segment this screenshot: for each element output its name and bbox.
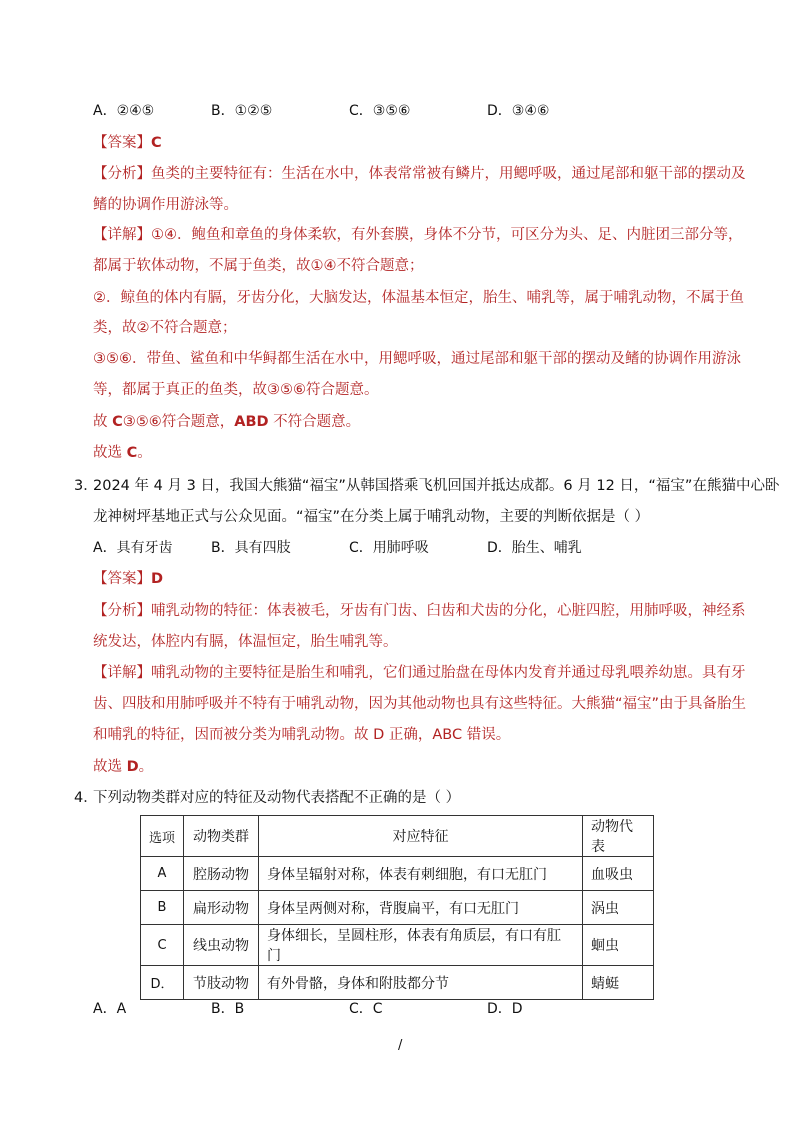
- table-row: [141, 891, 654, 925]
- q2-analysis-line-2: 鳍的协调作用游泳等。: [93, 197, 238, 213]
- cell-group: 腔肠动物: [184, 857, 259, 891]
- q4-table: [140, 815, 654, 1000]
- choice-prefix: 故选: [93, 445, 127, 461]
- choice-value: D: [126, 759, 139, 775]
- q3-detail-line-2: 齿、四肢和用肺呼吸并不特有于哺乳动物，因为其他动物也具有这些特征。大熊猫“福宝”由于具备胎生: [93, 696, 747, 712]
- cell-feature: 有外骨骼，身体和附肢都分节: [259, 966, 583, 1000]
- answer-tag: 【答案】: [93, 571, 151, 587]
- detail-tag: 【详解】: [93, 665, 151, 681]
- q4-option-d: D．D: [487, 1001, 523, 1017]
- header-option: 选项: [141, 816, 184, 857]
- q3-choice: [93, 757, 153, 777]
- page-footer: /: [398, 1038, 403, 1053]
- q2-detail-line-1: [93, 225, 743, 245]
- table-row: [141, 857, 654, 891]
- q2-option-c: C．③⑤⑥: [349, 103, 411, 119]
- q2-answer: [93, 133, 162, 153]
- q3-analysis-line-1: [93, 601, 746, 621]
- table-row: [141, 966, 654, 1000]
- q3-answer: [93, 569, 163, 589]
- analysis-tag: 【分析】: [93, 603, 151, 619]
- q2-option-b: B．①②⑤: [211, 103, 273, 119]
- q2-option-a: A．②④⑤: [93, 103, 155, 119]
- q2-analysis-line-1: [93, 164, 746, 184]
- cell-group: 线虫动物: [184, 925, 259, 966]
- cell-group: 扁形动物: [184, 891, 259, 925]
- q3-option-a: A．具有牙齿: [93, 540, 173, 556]
- cell-representative: 血吸虫: [583, 857, 654, 891]
- table-header-row: [141, 816, 654, 857]
- q2-detail-line-2: 都属于软体动物，不属于鱼类，故①④不符合题意；: [93, 258, 424, 274]
- q2-choice: [93, 443, 152, 463]
- q3-detail-line-1: [93, 663, 746, 683]
- cell-feature: 身体呈辐射对称，体表有刺细胞，有口无肛门: [259, 857, 583, 891]
- answer-value: C: [151, 135, 162, 151]
- cell-feature: 身体呈两侧对称，背腹扁平，有口无肛门: [259, 891, 583, 925]
- q4-option-a: A．A: [93, 1001, 127, 1017]
- q3-option-d: D．胎生、哺乳: [487, 540, 582, 556]
- header-group: 动物类群: [184, 816, 259, 857]
- conclusion-mid: ③⑤⑥符合题意，: [122, 414, 235, 430]
- analysis-text: 哺乳动物的特征：体表被毛，牙齿有门齿、臼齿和犬齿的分化，心脏四腔，用肺呼吸，神经系: [151, 603, 746, 619]
- conclusion-prefix: 故: [93, 414, 113, 430]
- detail-text: ①④．鲍鱼和章鱼的身体柔软，有外套膜，身体不分节，可区分为头、足、内脏团三部分等，: [151, 227, 743, 243]
- q4-option-b: B．B: [211, 1001, 245, 1017]
- q4-stem: 下列动物类群对应的特征及动物代表搭配不正确的是（ ）: [93, 790, 461, 806]
- cell-option: C: [141, 925, 184, 966]
- answer-tag: 【答案】: [93, 135, 151, 151]
- q3-number: 3．: [74, 478, 98, 494]
- q3-stem-line-1: 2024 年 4 月 3 日，我国大熊猫“福宝”从韩国搭乘飞机回国并抵达成都。6 月 12 日，“福宝”在熊猫中心卧: [93, 478, 780, 494]
- choice-suffix: 。: [138, 759, 154, 775]
- table-row: [141, 925, 654, 966]
- cell-option: D．: [141, 966, 184, 1000]
- q3-analysis-line-2: 统发达，体腔内有膈，体温恒定，胎生哺乳等。: [93, 634, 398, 650]
- q4-option-c: C．C: [349, 1001, 383, 1017]
- cell-representative: 涡虫: [583, 891, 654, 925]
- q2-conclusion: [93, 412, 360, 432]
- conclusion-abd: ABD: [234, 414, 269, 430]
- q3-detail-line-3: 和哺乳的特征，因而被分类为哺乳动物。故 D 正确，ABC 错误。: [93, 727, 511, 743]
- choice-suffix: 。: [137, 445, 152, 461]
- answer-value: D: [151, 571, 164, 587]
- q2-option-d: D．③④⑥: [487, 103, 550, 119]
- cell-option: A: [141, 857, 184, 891]
- q3-option-c: C．用肺呼吸: [349, 540, 429, 556]
- choice-value: C: [126, 445, 138, 461]
- header-feature: 对应特征: [259, 816, 583, 857]
- cell-representative: 蜻蜓: [583, 966, 654, 1000]
- cell-group: 节肢动物: [184, 966, 259, 1000]
- choice-prefix: 故选: [93, 759, 127, 775]
- cell-option: B: [141, 891, 184, 925]
- q3-option-b: B．具有四肢: [211, 540, 291, 556]
- q2-detail-line-3: ②．鲸鱼的体内有膈，牙齿分化，大脑发达，体温基本恒定，胎生、哺乳等，属于哺乳动物，不属于鱼: [93, 290, 744, 306]
- header-representative: 动物代表: [583, 816, 654, 857]
- detail-tag: 【详解】: [93, 227, 151, 243]
- conclusion-c: C: [112, 414, 123, 430]
- analysis-tag: 【分析】: [93, 166, 151, 182]
- q2-detail-line-6: 等，都属于真正的鱼类，故③⑤⑥符合题意。: [93, 382, 379, 398]
- conclusion-suffix: 不符合题意。: [268, 414, 361, 430]
- q2-detail-line-4: 类，故②不符合题意；: [93, 320, 237, 336]
- cell-feature: 身体细长，呈圆柱形，体表有角质层，有口有肛门: [259, 925, 583, 966]
- q3-stem-line-2: 龙神树坪基地正式与公众见面。“福宝”在分类上属于哺乳动物，主要的判断依据是（ ）: [93, 509, 650, 525]
- analysis-text: 鱼类的主要特征有：生活在水中，体表常常被有鳞片，用鳃呼吸，通过尾部和躯干部的摆动及: [151, 166, 746, 182]
- cell-representative: 蛔虫: [583, 925, 654, 966]
- q4-number: 4．: [74, 790, 98, 806]
- detail-text: 哺乳动物的主要特征是胎生和哺乳，它们通过胎盘在母体内发育并通过母乳喂养幼崽。具有牙: [151, 665, 746, 681]
- q2-detail-line-5: ③⑤⑥．带鱼、鲨鱼和中华鲟都生活在水中，用鳃呼吸，通过尾部和躯干部的摆动及鳍的协调作用游泳: [93, 351, 741, 367]
